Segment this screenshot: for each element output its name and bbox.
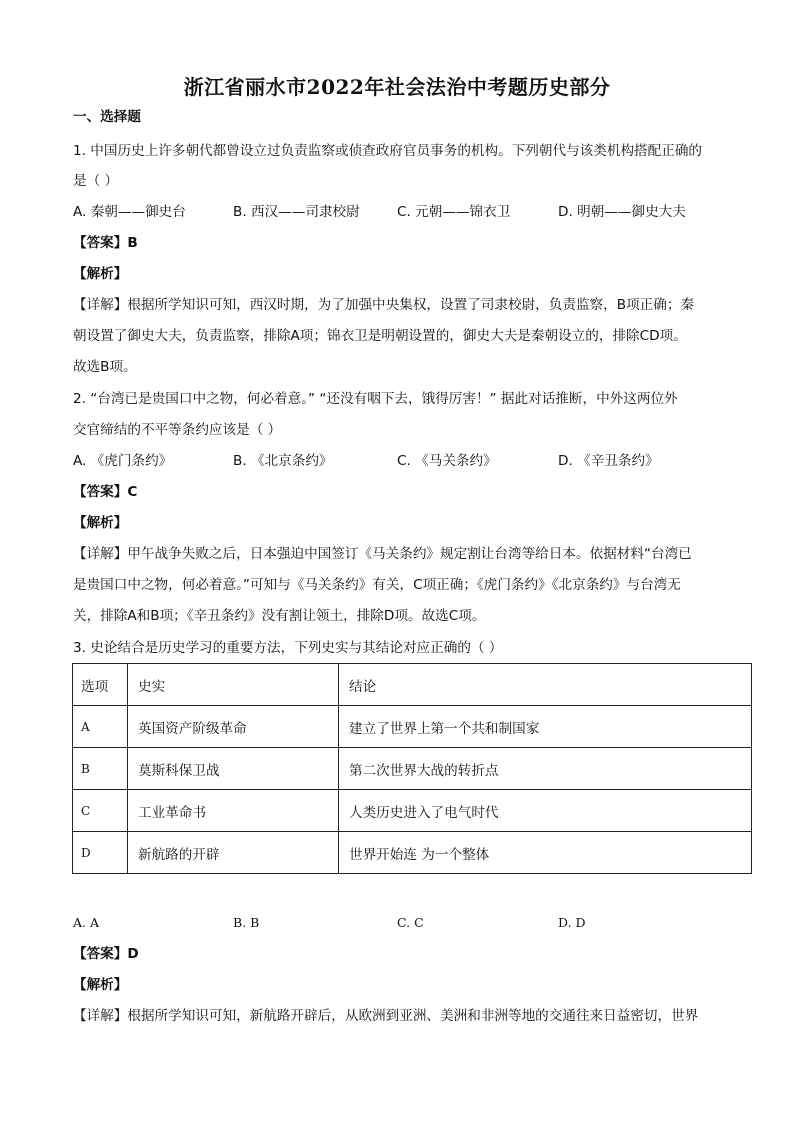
q2-analysis-heading: 【解析】	[73, 515, 128, 531]
q2-stem-line2: 交官缔结的不平等条约应该是（ ）	[73, 422, 282, 438]
table-row	[73, 832, 752, 874]
q2-option-d: D. 《辛丑条约》	[558, 453, 659, 469]
q1-option-b: B. 西汉——司隶校尉	[233, 204, 360, 220]
q1-options	[73, 203, 733, 221]
table-cell: 人类历史进入了电气时代	[339, 790, 752, 832]
table-cell: 工业革命书	[128, 790, 339, 832]
table-cell: D	[73, 832, 128, 874]
q2-option-a: A. 《虎门条约》	[73, 453, 173, 469]
q1-detail-line1: 【详解】根据所学知识可知，西汉时期，为了加强中央集权，设置了司隶校尉，负责监察，B项正确；秦	[73, 297, 695, 313]
q1-option-d: D. 明朝——御史大夫	[558, 204, 686, 220]
table-cell: 莫斯科保卫战	[128, 748, 339, 790]
q2-option-c: C. 《马关条约》	[397, 453, 497, 469]
q1-detail-line3: 故选B项。	[73, 359, 137, 375]
q3-option-b: B. B	[233, 915, 260, 930]
q1-option-a: A. 秦朝——御史台	[73, 204, 186, 220]
table-row	[73, 790, 752, 832]
table-header-cell: 选项	[73, 664, 128, 706]
q3-answer: 【答案】D	[73, 946, 139, 962]
q1-answer: 【答案】B	[73, 235, 138, 251]
section-heading: 一、选择题	[73, 109, 141, 125]
q3-detail-line1: 【详解】根据所学知识可知，新航路开辟后，从欧洲到亚洲、美洲和非洲等地的交通往来日益密切，世界	[73, 1008, 699, 1024]
q2-answer: 【答案】C	[73, 484, 138, 500]
table-header-cell: 史实	[128, 664, 339, 706]
table-cell: B	[73, 748, 128, 790]
table-cell: 世界开始连 为一个整体	[339, 832, 752, 874]
table-row	[73, 748, 752, 790]
q2-stem-line1: 2. “台湾已是贵国口中之物，何必着意。” “还没有咽下去，饿得厉害！” 据此对话推断，中外这两位外	[73, 391, 678, 407]
table-row	[73, 706, 752, 748]
q3-option-a: A. A	[73, 915, 100, 930]
q1-stem-line2: 是（ ）	[73, 173, 119, 189]
page-title: 浙江省丽水市2022年社会法治中考题历史部分	[183, 75, 611, 99]
table-header-cell: 结论	[339, 664, 752, 706]
q2-detail-line1: 【详解】甲午战争失败之后，日本强迫中国签订《马关条约》规定割让台湾等给日本。依据材料“台湾已	[73, 546, 692, 562]
q3-analysis-heading: 【解析】	[73, 977, 128, 993]
q2-options	[73, 452, 733, 470]
q3-stem-line1: 3. 史论结合是历史学习的重要方法，下列史实与其结论对应正确的（ ）	[73, 640, 503, 656]
table-cell: A	[73, 706, 128, 748]
table-cell: 英国资产阶级革命	[128, 706, 339, 748]
q1-option-c: C. 元朝——锦衣卫	[397, 204, 511, 220]
q3-table	[72, 663, 752, 874]
table-header-row	[73, 664, 752, 706]
q3-option-c: C. C	[397, 915, 424, 930]
q2-detail-line3: 关，排除A和B项；《辛丑条约》没有割让领土，排除D项。故选C项。	[73, 608, 486, 624]
q2-option-b: B. 《北京条约》	[233, 453, 333, 469]
q1-stem-line1: 1. 中国历史上许多朝代都曾设立过负责监察或侦查政府官员事务的机构。下列朝代与该类机构搭配正确的	[73, 143, 703, 159]
q3-options	[73, 914, 733, 932]
q1-detail-line2: 朝设置了御史大夫，负责监察，排除A项；锦衣卫是明朝设置的，御史大夫是秦朝设立的，排除CD项。	[73, 328, 687, 344]
q1-analysis-heading: 【解析】	[73, 266, 128, 282]
q3-option-d: D. D	[558, 915, 586, 930]
table-cell: 第二次世界大战的转折点	[339, 748, 752, 790]
table-cell: 新航路的开辟	[128, 832, 339, 874]
table-cell: 建立了世界上第一个共和制国家	[339, 706, 752, 748]
q2-detail-line2: 是贵国口中之物，何必着意。”可知与《马关条约》有关，C项正确；《虎门条约》《北京条约》与台湾无	[73, 577, 681, 593]
table-cell: C	[73, 790, 128, 832]
